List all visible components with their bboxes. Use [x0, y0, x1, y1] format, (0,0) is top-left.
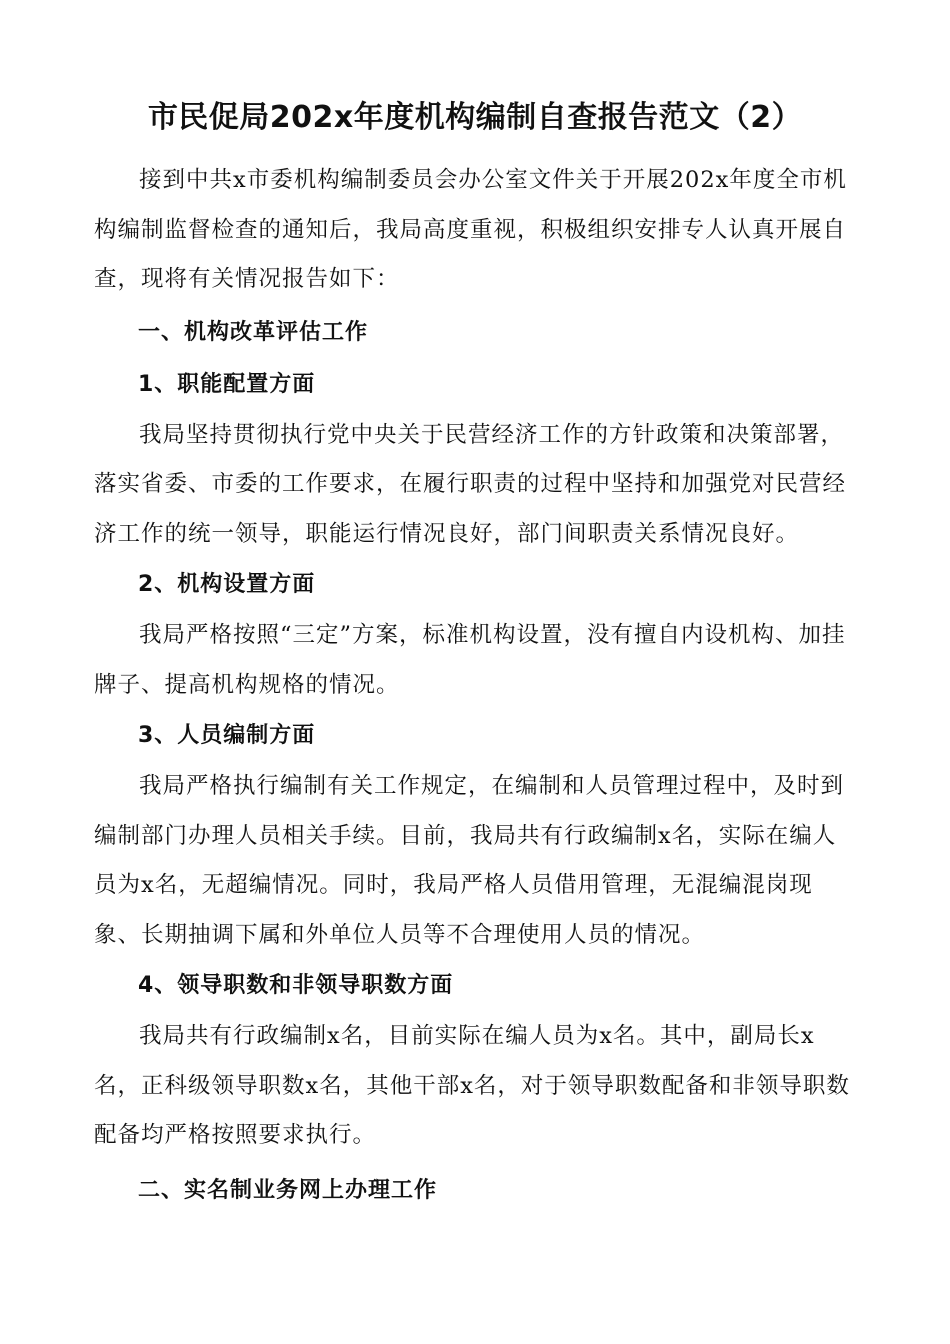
section-heading-2: 二、实名制业务网上办理工作 [138, 1177, 438, 1203]
subsection-body-4: 我局共有行政编制x名，目前实际在编人员为x名。其中，副局长x名，正科级领导职数x名，其他干部x名，对于领导职数配备和非领导职数配备均严格按照要求执行。 [94, 1023, 850, 1148]
subsection-heading-3: 3、人员编制方面 [138, 723, 316, 748]
intro-paragraph: 接到中共x市委机构编制委员会办公室文件关于开展202x年度全市机构编制监督检查的通知后，我局高度重视，积极组织安排专人认真开展自查，现将有关情况报告如下： [94, 167, 847, 292]
subsection-body-1: 我局坚持贯彻执行党中央关于民营经济工作的方针政策和决策部署，落实省委、市委的工作要求，在履行职责的过程中坚持和加强党对民营经济工作的统一领导，职能运行情况良好，部门间职责关系情况良好。 [94, 421, 847, 547]
subsection-heading-1: 1、职能配置方面 [138, 371, 316, 397]
subsection-body-3: 我局严格执行编制有关工作规定，在编制和人员管理过程中，及时到编制部门办理人员相关手续。目前，我局共有行政编制x名，实际在编人员为x名，无超编情况。同时，我局严格人员借用管理，无混编混岗现象、长期抽调下属和外单位人员等不合理使用人员的情况。 [94, 773, 845, 948]
section-heading-1: 一、机构改革评估工作 [138, 319, 369, 345]
subsection-heading-2: 2、机构设置方面 [138, 572, 316, 597]
subsection-heading-4: 4、领导职数和非领导职数方面 [138, 973, 454, 998]
subsection-body-2: 我局严格按照“三定”方案，标准机构设置，没有擅自内设机构、加挂牌子、提高机构规格的情况。 [94, 622, 846, 698]
document-title: 市民促局202x年度机构编制自查报告范文（2） [147, 100, 803, 135]
